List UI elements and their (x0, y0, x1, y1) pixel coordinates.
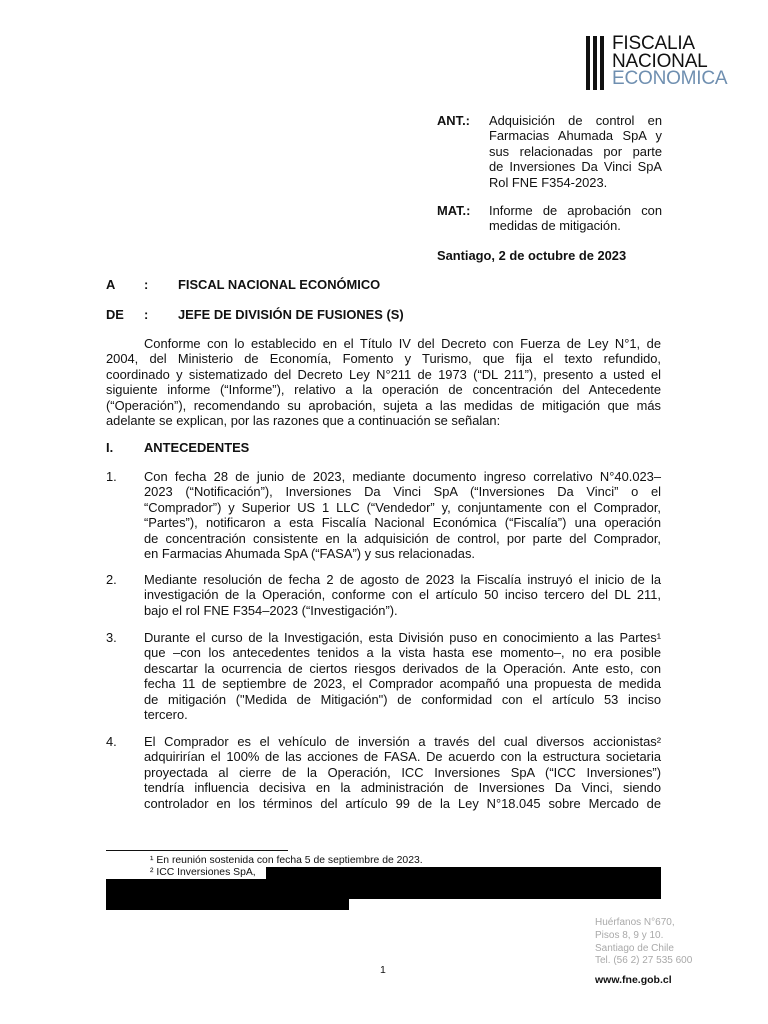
item-line: en Farmacias Ahumada SpA (“FASA”) y sus relacionadas. (144, 546, 476, 562)
item-line: Con fecha 28 de junio de 2023, mediante documento ingreso correlativo N°40.023– (144, 469, 661, 484)
item-line: “Comprador”) y Superior US 1 LLC (“Vendedor” y, conjuntamente con el Comprador, (144, 499, 661, 515)
item-number: 3. (106, 630, 117, 645)
item-line: Mediante resolución de fecha 2 de agosto de 2023 la Fiscalía instruyó el inicio de la (144, 572, 661, 587)
intro-paragraph (106, 336, 661, 428)
item-paragraph-2 (144, 572, 661, 618)
redaction-bar (266, 867, 661, 879)
logo-line-1: FISCALIA (612, 33, 695, 54)
item-paragraph-4 (144, 734, 661, 811)
item-number: 4. (106, 734, 117, 749)
item-line: bajo el rol FNE F354–2023 (“Investigación”). (144, 602, 398, 618)
redaction-bar (106, 899, 349, 910)
address-line: Tel. (56 2) 27 535 600 (595, 955, 693, 967)
mat-text (489, 203, 662, 234)
item-line: adquirirían el 100% de las acciones de FASA. De acuerdo con la estructura societaria (144, 749, 661, 765)
item-line: que –con los antecedentes tenidos a la vista hasta ese momento–, no era posible (144, 645, 661, 661)
mat-line: Informe de aprobación con (489, 203, 662, 218)
item-line: “Partes”), notificaron a esta Fiscalía Nacional Económica (“Fiscalía”) una operación (144, 515, 661, 531)
item-line: tendría influencia decisiva en la administración de Inversiones Da Vinci, siendo (144, 780, 661, 796)
item-paragraph-1 (144, 469, 661, 561)
page-number: 1 (380, 964, 386, 976)
logo-line-2: NACIONAL (612, 50, 708, 72)
from-separator: : (144, 307, 149, 322)
section-title: ANTECEDENTES (144, 440, 250, 455)
footer-address (595, 917, 692, 968)
document-date: Santiago, 2 de octubre de 2023 (437, 248, 627, 263)
item-line: proyectada al cierre de la Operación, ICC Inversiones SpA (“ICC Inversiones”) (144, 764, 661, 780)
ant-label: ANT.: (437, 113, 470, 128)
intro-line: 2004, del Ministerio de Economía, Fomento y Turismo, que fija el texto refundido, (106, 351, 661, 367)
footnote-1: ¹ En reunión sostenida con fecha 5 de septiembre de 2023. (150, 855, 423, 866)
intro-line: siguiente informe (“Informe”), relativo a la operación de concentración del Antecedente (106, 382, 661, 398)
item-line: 2023 (“Notificación”), Inversiones Da Vinci SpA (“Inversiones Da Vinci” o el (144, 484, 661, 500)
ant-line: sus relacionadas por parte (489, 143, 662, 159)
item-number: 2. (106, 572, 117, 587)
address-line: Pisos 8, 9 y 10. (595, 929, 664, 941)
item-line: de mitigación ("Medida de Mitigación") de conformidad con el artículo 53 inciso (144, 691, 661, 707)
fne-logo (586, 33, 746, 92)
item-line: El Comprador es el vehículo de inversión a través del cual diversos accionistas² (144, 734, 661, 749)
address-line: Santiago de Chile (595, 942, 674, 954)
ant-line: Farmacias Ahumada SpA y (489, 128, 662, 144)
mat-line: medidas de mitigación. (489, 218, 621, 234)
footnote-2: ² ICC Inversiones SpA, (150, 867, 256, 878)
to-separator: : (144, 277, 149, 292)
from-key: DE (106, 307, 124, 322)
address-line: Huérfanos N°670, (595, 917, 675, 928)
logo-line-3: ECONOMICA (612, 68, 728, 89)
item-line: controlador en los términos del artículo 99 de la Ley N°18.045 sobre Mercado de (144, 795, 661, 811)
to-value: FISCAL NACIONAL ECONÓMICO (178, 277, 381, 292)
footnote-separator (106, 850, 288, 851)
item-line: fecha 11 de septiembre de 2023, el Comprador acompañó una propuesta de medida (144, 676, 661, 692)
intro-line: (“Operación”), recomendando su aprobación, sujeta a las medidas de mitigación que más (106, 397, 661, 413)
intro-line: adelante se explican, por las razones que a continuación se señalan: (106, 413, 501, 429)
ant-line: Rol FNE F354-2023. (489, 174, 608, 190)
item-number: 1. (106, 469, 117, 484)
section-number: I. (106, 440, 114, 455)
ant-line: Adquisición de control en (489, 113, 662, 128)
item-line: descartar la ocurrencia de ciertos riesgos derivados de la Operación. Ante esto, con (144, 660, 661, 676)
item-line: Durante el curso de la Investigación, esta División puso en conocimiento a las Partes¹ (144, 630, 661, 645)
footer-website: www.fne.gob.cl (595, 974, 672, 986)
to-key: A (106, 277, 116, 292)
ant-text (489, 113, 662, 190)
mat-label: MAT.: (437, 203, 471, 218)
from-value: JEFE DE DIVISIÓN DE FUSIONES (S) (178, 307, 404, 322)
item-line: de concentración consistente en la adquisición de control, por parte del Comprador, (144, 530, 661, 546)
item-line: tercero. (144, 707, 188, 723)
intro-line: Conforme con lo establecido en el Título IV del Decreto con Fuerza de Ley N°1, de (144, 336, 661, 351)
item-paragraph-3 (144, 630, 661, 722)
intro-line: coordinado y sistematizado del Decreto Ley N°211 de 1973 (“DL 211”), presento a usted el (106, 366, 661, 382)
ant-line: de Inversiones Da Vinci SpA (489, 159, 662, 175)
redaction-bar (106, 888, 661, 899)
item-line: investigación de la Operación, conforme con el artículo 50 inciso tercero del DL 211, (144, 587, 661, 603)
